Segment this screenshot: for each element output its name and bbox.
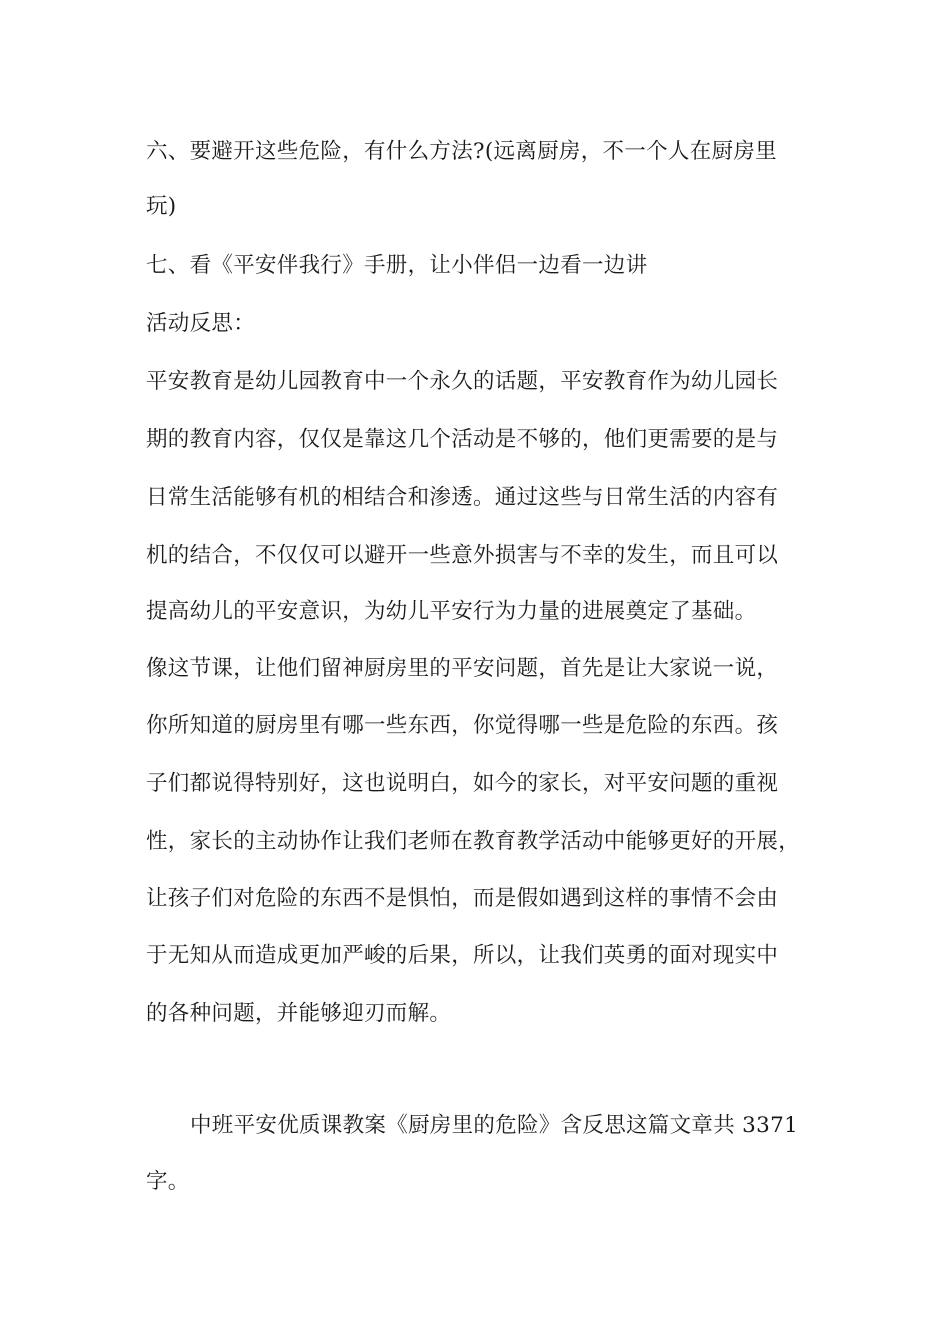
paragraph-1-line: 平安教育是幼儿园教育中一个永久的话题，平安教育作为幼儿园长 <box>146 369 779 394</box>
item-6-line-1: 六、要避开这些危险，有什么方法?(远离厨房，不一个人在厨房里 <box>146 139 777 164</box>
paragraph-2-line: 性，家长的主动协作让我们老师在教育教学活动中能够更好的开展， <box>146 829 801 854</box>
paragraph-2-line: 于无知从而造成更加严峻的后果，所以，让我们英勇的面对现实中 <box>146 943 779 968</box>
paragraph-2-line: 让孩子们对危险的东西不是惧怕，而是假如遇到这样的事情不会由 <box>146 886 779 911</box>
footer-note-line-2: 字。 <box>146 1169 190 1194</box>
item-6-line-2: 玩) <box>146 194 177 219</box>
footer-note-line-1: 中班平安优质课教案《厨房里的危险》含反思这篇文章共 3371 <box>190 1113 799 1138</box>
paragraph-1-line: 提高幼儿的平安意识，为幼儿平安行为力量的进展奠定了基础。 <box>146 599 757 624</box>
paragraph-1-line: 期的教育内容，仅仅是靠这几个活动是不够的，他们更需要的是与 <box>146 427 779 452</box>
paragraph-1-line: 日常生活能够有机的相结合和渗透。通过这些与日常生活的内容有 <box>146 485 779 510</box>
paragraph-2-line: 子们都说得特别好，这也说明白，如今的家长，对平安问题的重视 <box>146 771 779 796</box>
paragraph-2-line: 像这节课，让他们留神厨房里的平安问题，首先是让大家说一说， <box>146 656 779 681</box>
reflection-heading: 活动反思： <box>146 311 256 336</box>
paragraph-2-line: 的各种问题，并能够迎刃而解。 <box>146 1001 452 1026</box>
paragraph-1-line: 机的结合，不仅仅可以避开一些意外损害与不幸的发生，而且可以 <box>146 543 779 568</box>
paragraph-2-line: 你所知道的厨房里有哪一些东西，你觉得哪一些是危险的东西。孩 <box>146 713 779 738</box>
item-7: 七、看《平安伴我行》手册，让小伴侣一边看一边讲 <box>146 253 648 278</box>
